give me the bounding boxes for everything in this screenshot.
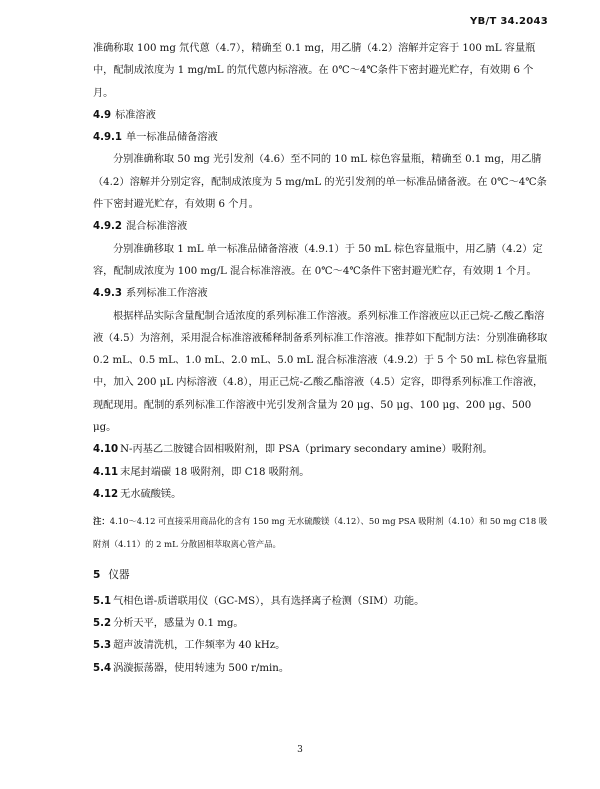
section-number: 5 bbox=[93, 568, 101, 581]
section-title: 单一标准品储备溶液 bbox=[126, 132, 218, 144]
note-paragraph bbox=[93, 510, 553, 555]
section-heading-standard-solutions bbox=[93, 105, 553, 127]
item-number: 5.2 bbox=[93, 618, 112, 630]
list-item bbox=[93, 613, 553, 635]
item-number: 5.4 bbox=[93, 662, 112, 674]
section-title: 标准溶液 bbox=[115, 109, 156, 121]
section-heading-stock-solution bbox=[93, 127, 553, 149]
list-item bbox=[93, 439, 553, 461]
standard-code: YB/T 34.2043 bbox=[470, 16, 548, 27]
item-text: N-丙基乙二胺键合固相吸附剂，即 PSA（primary secondary amine）吸附剂。 bbox=[120, 444, 493, 456]
item-number: 4.10 bbox=[93, 444, 119, 456]
list-item bbox=[93, 591, 553, 613]
mixed-solution-paragraph: 分别准确移取 1 mL 单一标准品储备溶液（4.9.1）于 50 mL 棕色容量瓶中，用乙腈（4.2）定容，配制成浓度为 100 mg/L 混合标准溶液。在 0℃～4℃条件下密封避光贮存，有效期 1 个月。 bbox=[93, 243, 543, 277]
section-title: 系列标准工作溶液 bbox=[126, 288, 208, 300]
section-heading-instruments bbox=[93, 563, 553, 587]
note-label: 注： bbox=[93, 516, 110, 527]
working-solutions-paragraph: 根据样品实际含量配制合适浓度的系列标准工作溶液。系列标准工作溶液应以正己烷-乙酸乙酯溶液（4.5）为溶剂，采用混合标准溶液稀释制备系列标准工作溶液。推荐如下配制方法：分别准确移取 0.2 mL、0.5 mL、1.0 mL、2.0 mL、5.0 mL 混合标准溶液（4.9.2）于 5 个 50 mL 棕色容量瓶中，加入 200 μL 内标溶液（4.8），用正己烷-乙酸乙酯溶液（4.5）定容，即得系列标准工作溶液，现配现用。配制的系列标准工作溶液中光引发剂含量为 20 μg、50 μg、100 μg、200 μg、500 μg。 bbox=[93, 310, 548, 434]
page-number: 3 bbox=[297, 745, 303, 755]
section-number: 4.9 bbox=[93, 109, 112, 121]
section-heading-working-solutions bbox=[93, 283, 553, 305]
item-number: 4.11 bbox=[93, 466, 119, 478]
list-item bbox=[93, 484, 553, 506]
item-number: 5.1 bbox=[93, 595, 112, 607]
item-text: 末尾封端碳 18 吸附剂，即 C18 吸附剂。 bbox=[120, 466, 310, 478]
internal-standard-paragraph: 准确称取 100 mg 氘代蒽（4.7），精确至 0.1 mg，用乙腈（4.2）溶解并定容于 100 mL 容量瓶中，配制成浓度为 1 mg/mL 的氘代蒽内标溶液。在 0℃～4℃条件下密封避光贮存，有效期 6 个月。 bbox=[93, 43, 536, 99]
section-title: 混合标准溶液 bbox=[126, 221, 188, 233]
note-text: 4.10～4.12 可直接采用商品化的含有 150 mg 无水硫酸镁（4.12）、50 mg PSA 吸附剂（4.10）和 50 mg C18 吸附剂（4.11）的 2 mL 分散固相萃取离心管产品。 bbox=[93, 516, 548, 549]
item-text: 气相色谱-质谱联用仪（GC-MS），具有选择离子检测（SIM）功能。 bbox=[113, 595, 425, 607]
list-item bbox=[93, 635, 553, 657]
section-title: 仪器 bbox=[108, 568, 130, 581]
item-text: 超声波清洗机，工作频率为 40 kHz。 bbox=[113, 640, 286, 652]
stock-solution-paragraph: 分别准确称取 50 mg 光引发剂（4.6）至不同的 10 mL 棕色容量瓶，精确至 0.1 mg，用乙腈（4.2）溶解并分别定容，配制成浓度为 5 mg/mL 的光引发剂的单一标准品储备液。在 0℃～4℃条件下密封避光贮存，有效期 6 个月。 bbox=[93, 154, 547, 211]
section-heading-mixed-solution bbox=[93, 216, 553, 238]
item-number: 5.3 bbox=[93, 640, 112, 652]
document-body bbox=[93, 38, 553, 680]
section-number: 4.9.3 bbox=[93, 288, 123, 300]
list-item bbox=[93, 658, 553, 680]
section-number: 4.9.1 bbox=[93, 132, 123, 144]
section-number: 4.9.2 bbox=[93, 221, 123, 233]
list-item bbox=[93, 462, 553, 484]
item-text: 分析天平，感量为 0.1 mg。 bbox=[113, 618, 244, 630]
item-text: 涡漩振荡器，使用转速为 500 r/min。 bbox=[113, 662, 290, 674]
item-text: 无水硫酸镁。 bbox=[120, 488, 182, 500]
item-number: 4.12 bbox=[93, 488, 119, 500]
